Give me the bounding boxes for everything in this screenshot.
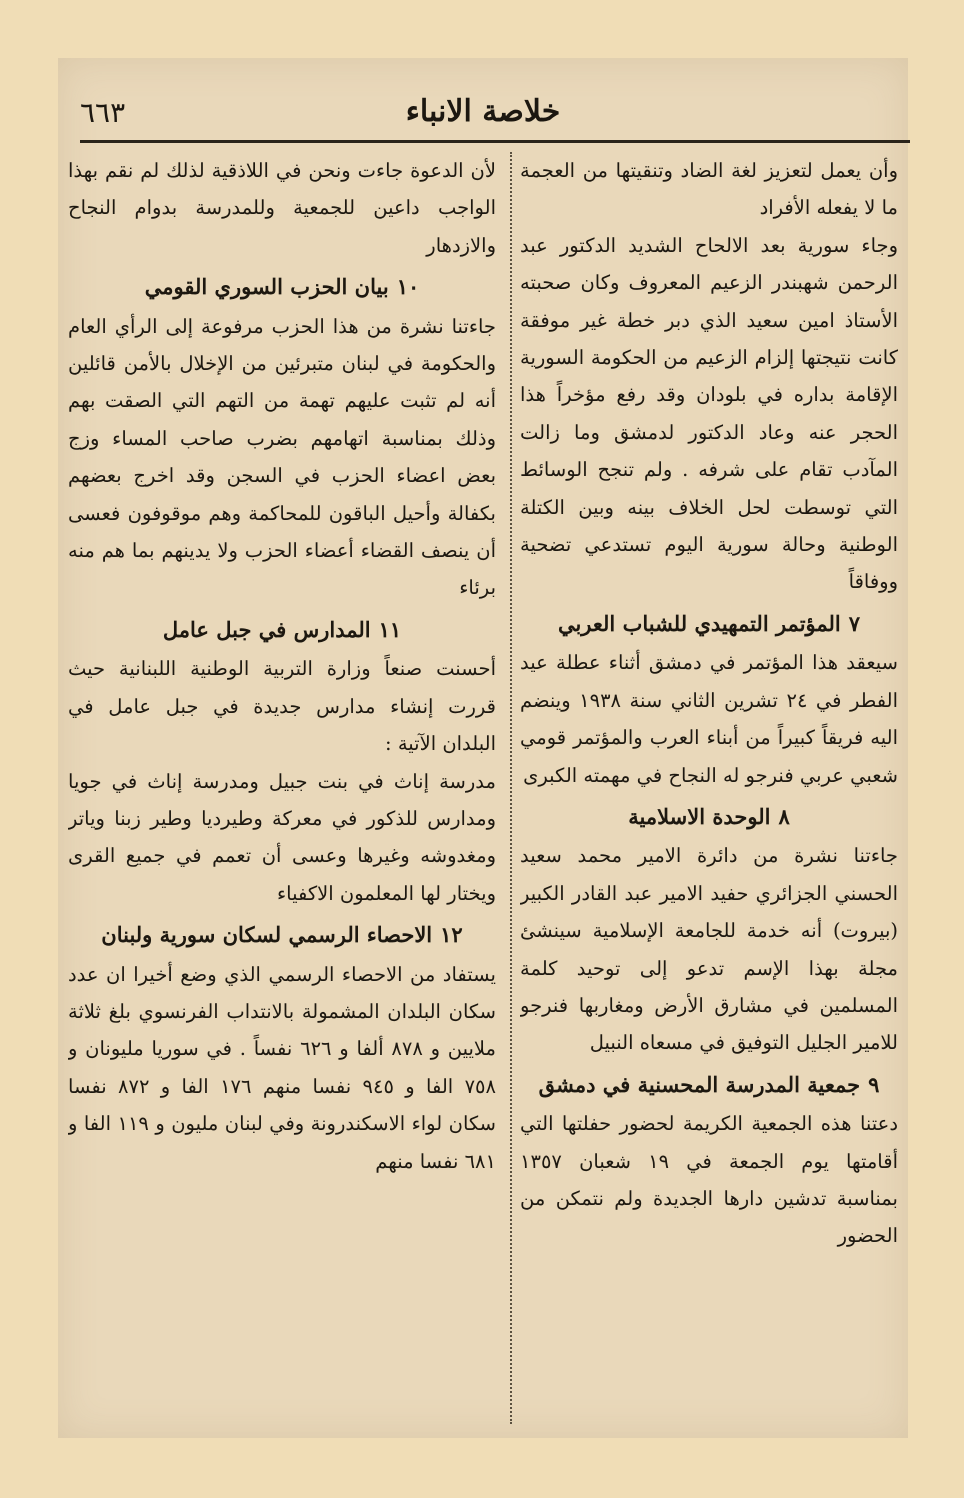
- section-title: المؤتمر التمهيدي للشباب العربي: [557, 610, 841, 636]
- section-number: ١١: [378, 616, 402, 642]
- column-separator: [510, 152, 512, 1424]
- paragraph: دعتنا هذه الجمعية الكريمة لحضور حفلتها التي أقامتها يوم الجمعة في ١٩ شعبان ١٣٥٧ بمناسبة تدشين دارها الجديدة ولم نتمكن من الحضور: [520, 1112, 898, 1248]
- section-title: الاحصاء الرسمي لسكان سورية ولبنان: [101, 922, 433, 948]
- left-column: [68, 152, 496, 1424]
- paragraph: وجاء سورية بعد الالحاح الشديد الدكتور عبد الرحمن شهبندر الزعيم المعروف وكان صحبته الأستاذ امين سعيد الذي دبر خطة غير موفقة كانت نتيجتها إلزام الزعيم من الحكومة السورية الإقامة بداره في بلودان وقد رفع مؤخراً هذا الحجر عنه وعاد الدكتور لدمشق وما زالت المآدب تقام على شرفه . ولم تنجح الوسائط التي توسطت لحل الخلاف بينه وبين الكتلة الوطنية وحالة سورية اليوم تستدعي تضحية ووفاقاً: [520, 233, 898, 594]
- paragraph: وأن يعمل لتعزيز لغة الضاد وتنقيتها من العجمة ما لا يفعله الأفراد: [520, 159, 898, 220]
- section-heading-12: [68, 916, 496, 953]
- section-heading-9: [520, 1066, 898, 1103]
- section-heading-7: [520, 605, 898, 642]
- paragraph: جاءتنا نشرة من دائرة الامير محمد سعيد الحسني الجزائري حفيد الامير عبد القادر الكبير (بيروت) أنه خدمة للجامعة الإسلامية سينشئ مجلة بهذا الإسم تدعو إلى توحيد كلمة المسلمين في مشارق الأرض ومغاربها فنرجو للامير الجليل التوفيق في مسعاه النبيل: [520, 844, 898, 1055]
- right-column: [520, 152, 898, 1424]
- page: [58, 58, 908, 1438]
- paragraph: مدرسة إناث في بنت جبيل ومدرسة إناث في جويا ومدارس للذكور في معركة وطيرديا وطير زبنا وياتر ومغدوشه وغيرها وعسى أن تعمم في جميع القرى ويختار لها المعلمون الاكفياء: [68, 769, 496, 905]
- paragraph: سيعقد هذا المؤتمر في دمشق أثناء عطلة عيد الفطر في ٢٤ تشرين الثاني سنة ١٩٣٨ وينضم اليه فريقاً كبيراً من أبناء العرب والمؤتمر قومي شعبي عربي فنرجو له النجاح في مهمته الكبرى: [520, 651, 898, 787]
- paragraph: أحسنت صنعاً وزارة التربية الوطنية اللبنانية حيث قررت إنشاء مدارس جديدة في جبل عامل في البلدان الآتية :: [68, 657, 496, 756]
- page-number: ٦٦٣: [80, 96, 126, 129]
- section-number: ٨: [778, 803, 790, 829]
- page-header: [58, 86, 908, 140]
- section-heading-11: [68, 611, 496, 648]
- paragraph: يستفاد من الاحصاء الرسمي الذي وضع أخيرا ان عدد سكان البلدان المشمولة بالانتداب الفرنسوي بلغ ثلاثة ملايين و ٨٧٨ ألفا و ٦٢٦ نفساً . في سوريا مليونان و ٧٥٨ الفا و ٩٤٥ نفسا منهم ١٧٦ الفا و ٨٧٢ نفسا سكان لواء الاسكندرونة وفي لبنان مليون و ١١٩ الفا و ٦٨١ نفسا منهم: [68, 962, 496, 1173]
- paragraph: لأن الدعوة جاءت ونحن في اللاذقية لذلك لم نقم بهذا الواجب داعين للجمعية وللمدرسة بدوام النجاح والازدهار: [68, 159, 496, 257]
- section-heading-10: [68, 268, 496, 305]
- section-number: ٩: [868, 1071, 880, 1097]
- running-title: خلاصة الانباء: [405, 94, 561, 129]
- header-rule: [80, 140, 910, 143]
- section-number: ١٠: [396, 274, 420, 300]
- section-title: المدارس في جبل عامل: [162, 616, 371, 642]
- section-title: الوحدة الاسلامية: [628, 803, 771, 829]
- section-title: بيان الحزب السوري القومي: [144, 274, 389, 300]
- paragraph: جاءتنا نشرة من هذا الحزب مرفوعة إلى الرأي العام والحكومة في لبنان متبرئين من الإخلال بالأمن قائلين أنه لم تثبت عليهم تهمة من التهم التي الصقت بهم وذلك بمناسبة اتهامهم بضرب صاحب المساء وزج بعض اعضاء الحزب في السجن وقد اخرج بعضهم بكفالة وأحيل الباقون للمحاكمة وهم موقوفون فعسى أن ينصف القضاء أعضاء الحزب ولا يدينهم بما هم منه برئاء: [68, 314, 496, 600]
- section-heading-8: [520, 798, 898, 835]
- section-title: جمعية المدرسة المحسنية في دمشق: [538, 1071, 861, 1097]
- section-number: ٧: [848, 610, 861, 636]
- section-number: ١٢: [440, 922, 463, 948]
